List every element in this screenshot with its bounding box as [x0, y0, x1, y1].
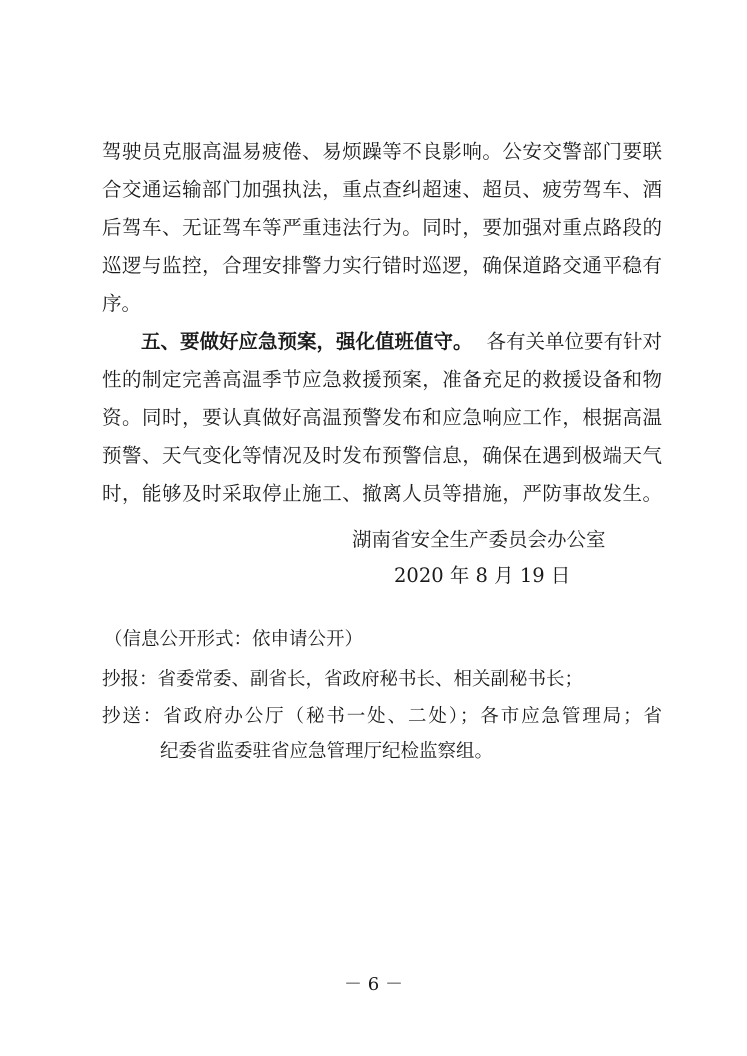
cc-report: 抄报：省委常委、副省长，省政府秘书长、相关副秘书长；	[102, 669, 584, 690]
paragraph-line: 巡逻与监控，合理安排警力实行错时巡逻，确保道路交通平稳有	[102, 254, 662, 277]
paragraph-line: 资。同时，要认真做好高温预警发布和应急响应工作，根据高温	[102, 406, 662, 429]
paragraph-line: 序。	[102, 292, 142, 315]
cc-send: 抄送：省政府办公厅（秘书一处、二处）；各市应急管理局；省	[102, 706, 662, 727]
issue-date: 2020 年 8 月 19 日	[394, 564, 571, 587]
paragraph-line: 合交通运输部门加强执法，重点查纠超速、超员、疲劳驾车、酒	[102, 178, 662, 201]
paragraph-line: 各有关单位要有针对	[486, 330, 662, 353]
cc-send-continued: 纪委省监委驻省应急管理厅纪检监察组。	[160, 741, 494, 762]
section-heading: 五、要做好应急预案，强化值班值守。	[141, 330, 473, 353]
disclosure-form: （信息公开形式：依申请公开）	[104, 629, 364, 650]
paragraph-line: 预警、天气变化等情况及时发布预警信息，确保在遇到极端天气	[102, 444, 662, 467]
issuing-organization: 湖南省安全生产委员会办公室	[352, 528, 606, 551]
paragraph-line: 时，能够及时采取停止施工、撤离人员等措施，严防事故发生。	[102, 482, 662, 505]
paragraph-line: 性的制定完善高温季节应急救援预案，准备充足的救援设备和物	[102, 368, 662, 391]
section-five-first-line	[141, 330, 662, 354]
paragraph-line: 驾驶员克服高温易疲倦、易烦躁等不良影响。公安交警部门要联	[102, 140, 662, 163]
paragraph-line: 后驾车、无证驾车等严重违法行为。同时，要加强对重点路段的	[102, 216, 662, 239]
page-number: － 6 －	[344, 974, 403, 995]
